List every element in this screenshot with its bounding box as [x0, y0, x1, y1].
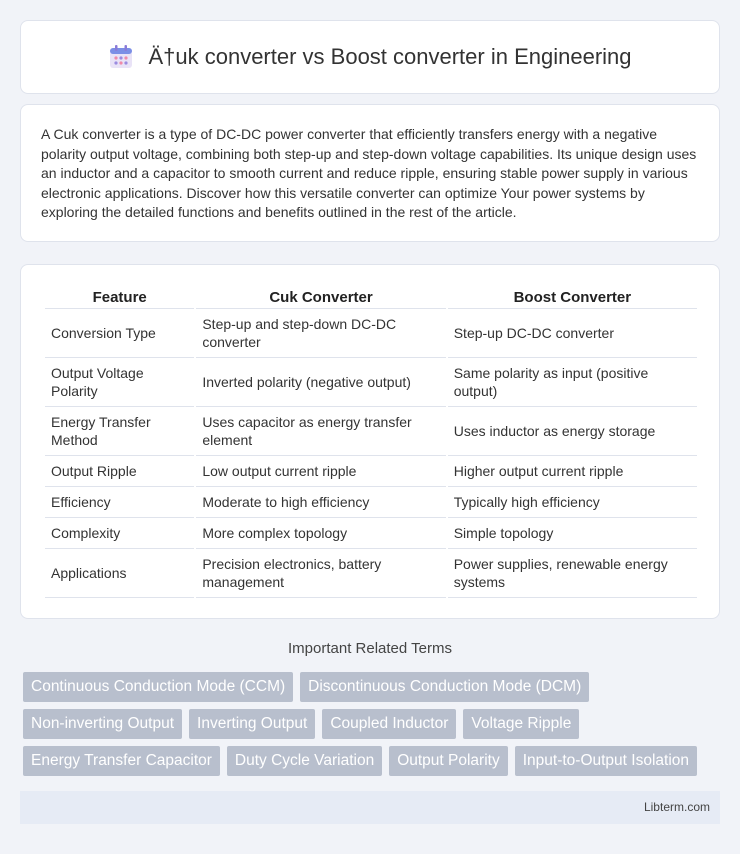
table-cell: Low output current ripple [196, 456, 445, 487]
table-cell: Uses capacitor as energy transfer element [196, 407, 445, 456]
table-cell: More complex topology [196, 518, 445, 549]
related-term-tag[interactable]: Inverting Output [189, 709, 315, 739]
table-cell: Efficiency [45, 487, 194, 518]
header-cuk: Cuk Converter [196, 285, 445, 309]
table-cell: Conversion Type [45, 309, 194, 358]
table-row [45, 518, 697, 549]
table-row [45, 309, 697, 358]
table-cell: Complexity [45, 518, 194, 549]
footer-site-link[interactable]: Libterm.com [643, 800, 710, 814]
table-cell: Output Voltage Polarity [45, 358, 194, 407]
related-term-tag[interactable]: Coupled Inductor [322, 709, 456, 739]
table-row [45, 407, 697, 456]
table-row [45, 456, 697, 487]
comparison-table-card [20, 264, 720, 619]
table-cell: Same polarity as input (positive output) [448, 358, 697, 407]
intro-card [20, 104, 720, 242]
related-term-tag[interactable]: Duty Cycle Variation [227, 746, 382, 776]
table-row [45, 358, 697, 407]
table-cell: Precision electronics, battery management [196, 549, 445, 598]
related-term-tag[interactable]: Input-to-Output Isolation [515, 746, 697, 776]
related-term-tag[interactable]: Non-inverting Output [23, 709, 182, 739]
table-cell: Energy Transfer Method [45, 407, 194, 456]
footer [20, 791, 720, 824]
table-row [45, 487, 697, 518]
table-cell: Output Ripple [45, 456, 194, 487]
title-card [20, 20, 720, 94]
table-cell: Step-up DC-DC converter [448, 309, 697, 358]
related-terms-title: Important Related Terms [288, 640, 452, 657]
intro-text: A Cuk converter is a type of DC-DC power converter that efficiently transfers energy with a negative polarity output voltage, combining both step-up and step-down voltage capabilities. Its unique design uses an inductor and a capacitor to smooth current and reduce ripple, ensuring stable power supply in various electronic applications. Discover how this versatile converter can optimize Your power systems by exploring the detailed functions and benefits outlined in the rest of the article. [41, 126, 697, 220]
table-row [45, 549, 697, 598]
header-boost: Boost Converter [448, 285, 697, 309]
table-cell: Power supplies, renewable energy systems [448, 549, 697, 598]
table-cell: Simple topology [448, 518, 697, 549]
header-feature: Feature [45, 285, 194, 309]
table-cell: Higher output current ripple [448, 456, 697, 487]
related-term-tag[interactable]: Continuous Conduction Mode (CCM) [23, 672, 293, 702]
table-header-row [45, 285, 697, 309]
table-cell: Inverted polarity (negative output) [196, 358, 445, 407]
calendar-icon [108, 44, 134, 70]
table-cell: Step-up and step-down DC-DC converter [196, 309, 445, 358]
comparison-table [43, 285, 699, 598]
related-term-tag[interactable]: Discontinuous Conduction Mode (DCM) [300, 672, 589, 702]
page-title: Ä†uk converter vs Boost converter in Engineering [148, 44, 632, 69]
related-term-tag[interactable]: Voltage Ripple [463, 709, 579, 739]
related-term-tag[interactable]: Energy Transfer Capacitor [23, 746, 220, 776]
table-cell: Uses inductor as energy storage [448, 407, 697, 456]
table-cell: Moderate to high efficiency [196, 487, 445, 518]
table-cell: Typically high efficiency [448, 487, 697, 518]
table-cell: Applications [45, 549, 194, 598]
related-terms-list [23, 672, 723, 783]
related-term-tag[interactable]: Output Polarity [389, 746, 508, 776]
